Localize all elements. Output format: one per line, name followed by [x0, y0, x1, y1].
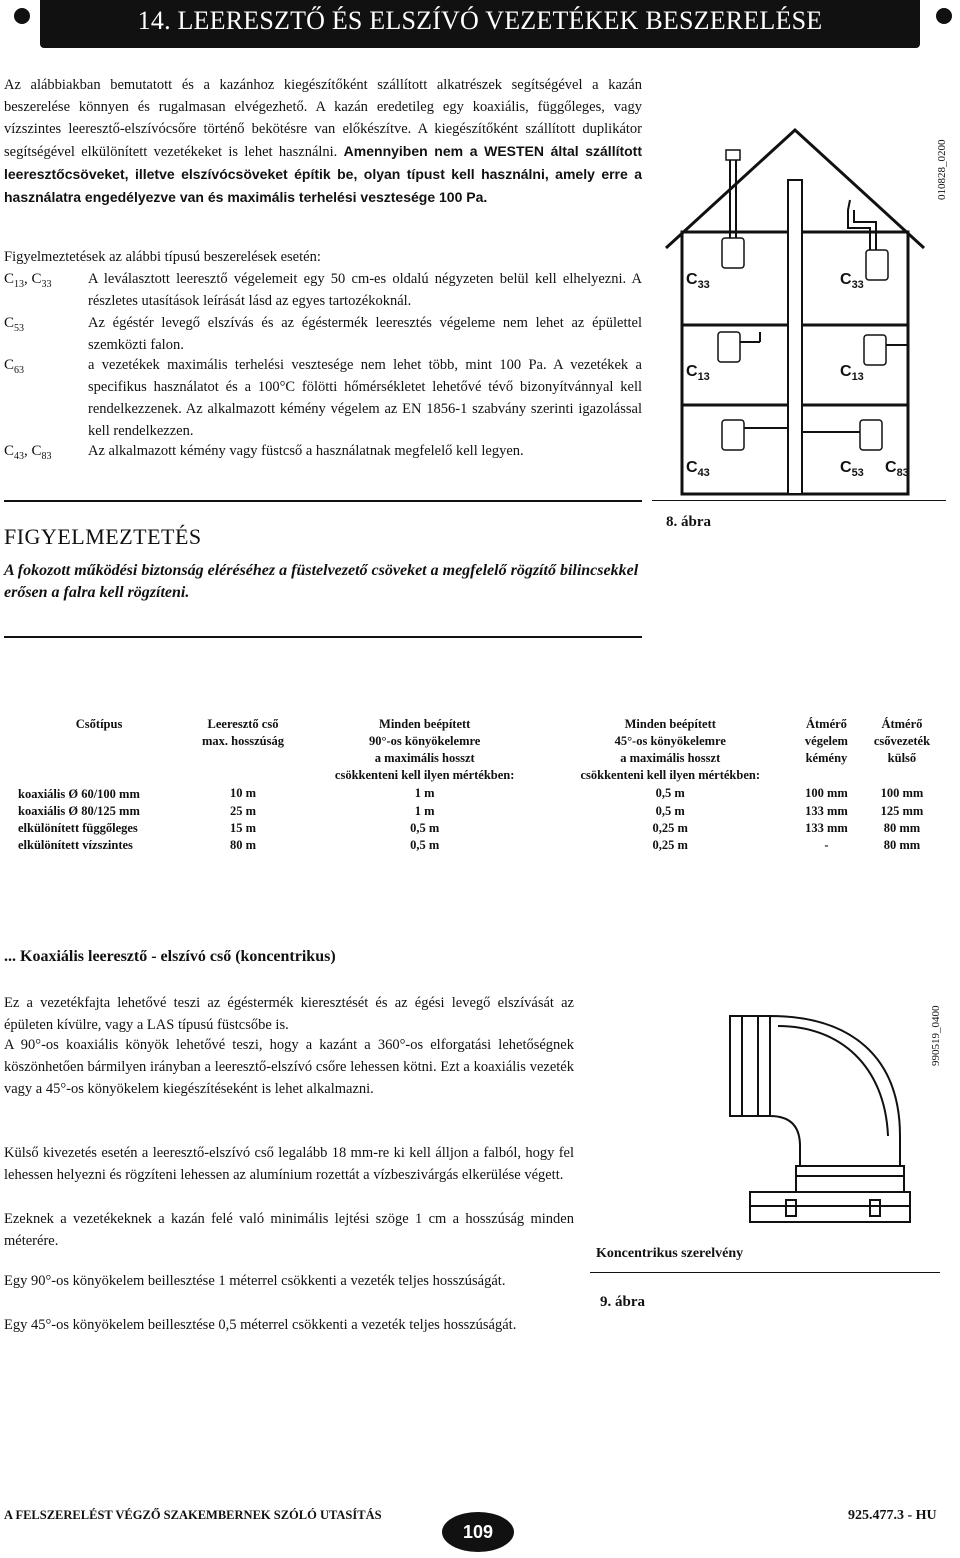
warning-code: $C_{63}$ — [4, 357, 25, 376]
table-cell: - — [824, 838, 829, 852]
coax-paragraph: Egy 90°-os könyökelem beillesztése 1 méterrel csökkenti a vezeték teljes hosszúságát. — [4, 1273, 506, 1289]
section-header — [40, 0, 920, 48]
figure-9-caption: 9. ábra — [600, 1294, 645, 1310]
caution-text: A fokozott működési biztonság eléréséhez a füstelvezető csöveket a megfelelő rögzítő bilincsekkel erősen a falra kell rögzíteni. — [4, 562, 639, 601]
figure-8-house-diagram — [660, 120, 930, 500]
footer-left-text: A FELSZERELÉST VÉGZŐ SZAKEMBERNEK SZÓLÓ UTASÍTÁS — [4, 1508, 382, 1522]
table-cell: 100 mm — [805, 786, 848, 800]
col-header-pipe-type: Csőtípus — [75, 717, 123, 731]
figure-9-label: Koncentrikus szerelvény — [596, 1246, 744, 1261]
warning-text: a vezetékek maximális terhelési vesztesége nem lehet több, mint 100 Pa. A vezetékek a specifikus használatot és a 100°C fölötti hőmérsékletet lehetővé tévő bizonyítvánnyal kell rendelkezzenek. Az alkalmazott kémény végelem az EN 1856-1 szabvány szerinti igazolással kell rendelkezzen. — [88, 357, 642, 439]
table-cell: 100 mm — [880, 786, 924, 800]
coax-paragraph: Ez a vezetékfajta lehetővé teszi az égéstermék kieresztését és az égési levegő elszívását az épületen kívülre, vagy a LAS típusú füstcsőbe is. — [4, 995, 574, 1033]
table-cell: 10 m — [229, 786, 257, 800]
label-c13-right: $C_{13}$ — [840, 363, 864, 383]
table-cell: 133 mm — [805, 821, 848, 835]
label-c53: $C_{53}$ — [840, 459, 864, 479]
table-row — [14, 837, 944, 854]
table-cell: 80 mm — [883, 838, 921, 852]
table-row — [14, 803, 944, 820]
header-dot-left — [14, 8, 30, 24]
figure-8-caption: 8. ábra — [666, 514, 711, 530]
warning-code: $C_{43}$, $C_{83}$ — [4, 443, 52, 462]
col-header-pipe-diameter: Átmérő csővezeték külső — [873, 717, 931, 765]
warning-code: $C_{53}$ — [4, 315, 25, 334]
table-cell: 80 mm — [883, 821, 921, 835]
intro-text-2: Amennyiben nem a WESTEN által szállított leeresztőcsöveket, illetve elszívócsöveket építik be, olyan típust kell használni, amely erre a használatra engedélyezve van és maximális terhelési vesztesége 100 Pa. — [4, 143, 643, 205]
warning-row — [4, 312, 642, 356]
page-number-badge — [442, 1512, 514, 1552]
label-c83: $C_{83}$ — [885, 459, 909, 479]
table-cell: 80 m — [229, 838, 257, 852]
table-cell: 0,25 m — [652, 838, 688, 852]
col-header-45-elbow: Minden beépített 45°-os könyökelemre a maximális hosszt csökkenteni kell ilyen mértékben: — [580, 717, 760, 782]
intro-text-1: Az alábbiakban bemutatott és a kazánhoz kiegészítőként szállított alkatrészek segítségével a kazán beszerelése könnyen és rugalmasan elvégezhető. A kazán eredetileg egy koaxiális, függőleges, vagy vízszintes leeresztő-elszívócsőre történő bekötésre van előkészítve. A kiegészítőként szállított duplikátor segítségével elkülönített vezetékeket is lehet használni. — [4, 77, 642, 160]
pipe-spec-table — [14, 716, 944, 854]
label-c33-left: $C_{33}$ — [686, 271, 710, 291]
table-row — [14, 784, 944, 803]
warning-row — [4, 268, 642, 312]
table-cell: 0,5 m — [410, 821, 440, 835]
table-cell: koaxiális Ø 80/125 mm — [18, 804, 140, 818]
coax-paragraph: A 90°-os koaxiális könyök lehetővé teszi, hogy a kazánt a 360°-os elforgatási lehetőségnek köszönhetően bármilyen irányban a leeresztő-elszívó csőre lehessen kötni. Ezt a koaxiális vezeték vagy a 45°-os könyökelem kiegészítéseként is lehet alkalmazni. — [4, 1037, 574, 1097]
table-header-row — [14, 716, 944, 784]
warning-row — [4, 440, 642, 462]
table-cell: 0,5 m — [655, 786, 685, 800]
figure-9-coaxial-elbow — [600, 996, 930, 1236]
table-cell: 133 mm — [805, 804, 848, 818]
warning-text: Az égéstér levegő elszívás és az égéstermék leeresztés végeleme nem lehet az épülettel szemközti falon. — [88, 315, 642, 353]
label-c33-right: $C_{33}$ — [840, 271, 864, 291]
figure-9-rule — [590, 1272, 940, 1273]
col-header-terminal-diameter: Átmérő végelem kémény — [804, 717, 848, 765]
table-cell: 125 mm — [880, 804, 924, 818]
col-header-max-length: Leeresztő cső max. hosszúság — [202, 717, 284, 748]
coax-section-title: ... Koaxiális leeresztő - elszívó cső (koncentrikus) — [4, 948, 336, 965]
figure-8-code: 010828_0200 — [936, 139, 948, 200]
caution-title: FIGYELMEZTETÉS — [4, 524, 202, 549]
caution-rule-bottom — [4, 636, 642, 638]
table-cell: elkülönített vízszintes — [18, 838, 133, 852]
header-dot-right — [936, 8, 952, 24]
figure-8-divider — [652, 500, 946, 501]
table-cell: koaxiális Ø 60/100 mm — [18, 787, 140, 801]
coax-paragraph: Külső kivezetés esetén a leeresztő-elszívó cső legalább 18 mm-re ki kell álljon a falból, hogy fel lehessen helyezni és rögzíteni lehessen az alumínium rozettát a vízbeszivárgás elkerülése végett. — [4, 1145, 574, 1183]
table-cell: elkülönített függőleges — [18, 821, 138, 835]
coax-paragraph: Egy 45°-os könyökelem beillesztése 0,5 méterrel csökkenti a vezeték teljes hosszúságát. — [4, 1317, 517, 1333]
warning-row — [4, 354, 642, 442]
warning-text: A leválasztott leeresztő végelemeit egy 50 cm-es oldalú négyzeten belül kell elhelyezni. A részletes utasítások leírását lásd az egyes tartozékoknál. — [88, 271, 642, 309]
table-cell: 1 m — [414, 786, 435, 800]
warning-text: Az alkalmazott kémény vagy füstcső a használatnak megfelelő kell legyen. — [88, 443, 524, 459]
page-title: 14. LEERESZTŐ ÉS ELSZÍVÓ VEZETÉKEK BESZERELÉSE — [137, 6, 823, 35]
table-cell: 0,5 m — [410, 838, 440, 852]
caution-rule-top — [4, 500, 642, 502]
figure-9-code: 990519_0400 — [930, 1005, 942, 1066]
table-cell: 25 m — [229, 804, 257, 818]
table-cell: 15 m — [229, 821, 257, 835]
col-header-90-elbow: Minden beépített 90°-os könyökelemre a maximális hosszt csökkenteni kell ilyen mértékben: — [334, 717, 515, 782]
label-c43: $C_{43}$ — [686, 459, 710, 479]
page-number: 109 — [462, 1522, 494, 1542]
footer-doc-code: 925.477.3 - HU — [848, 1508, 937, 1523]
table-cell: 0,25 m — [652, 821, 688, 835]
table-row — [14, 820, 944, 837]
label-c13-left: $C_{13}$ — [686, 363, 710, 383]
coax-paragraph: Ezeknek a vezetékeknek a kazán felé való minimális lejtési szöge 1 cm a hosszúság minden méterére. — [4, 1211, 574, 1249]
warning-code: $C_{13}$, $C_{33}$ — [4, 271, 52, 290]
table-cell: 1 m — [414, 804, 435, 818]
intro-paragraph — [4, 74, 642, 209]
warnings-intro: Figyelmeztetések az alábbi típusú beszerelések esetén: — [4, 249, 321, 265]
table-cell: 0,5 m — [655, 804, 685, 818]
